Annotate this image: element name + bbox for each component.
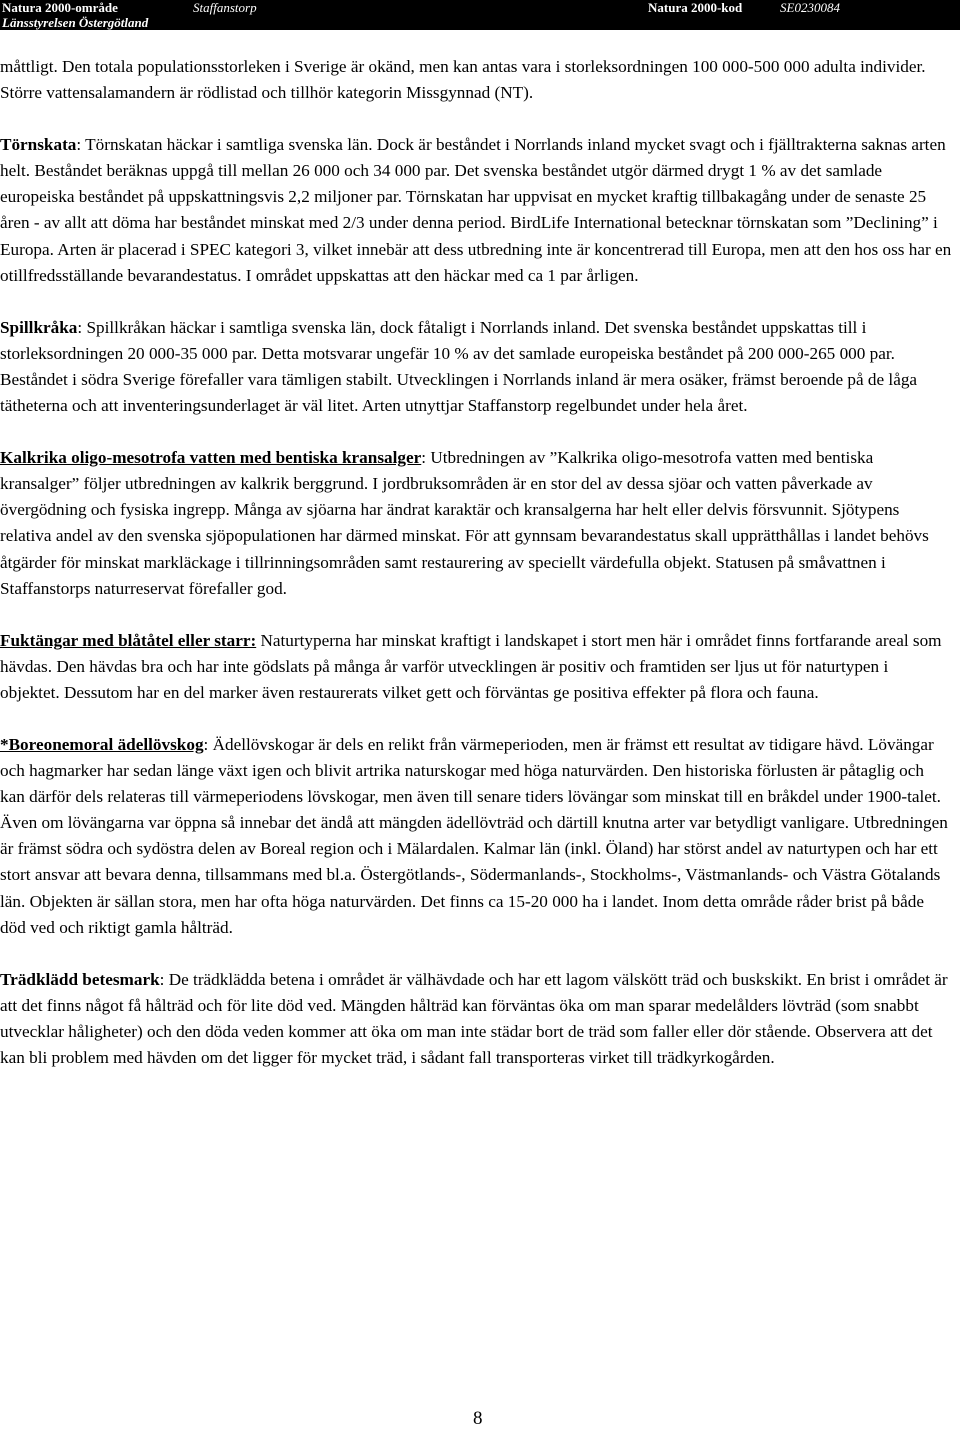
header-code-label: Natura 2000-kod [648, 0, 743, 15]
header-authority: Länsstyrelsen Östergötland [2, 15, 149, 30]
paragraph-fuktangar [0, 628, 960, 706]
paragraph-text: måttligt. Den totala populationsstorleken i Sverige är okänd, men kan antas vara i storleksordningen 100 000-500 000 adulta individer. Större vattensalamandern är rödlistad och tillhör kategorin Missgynnad (NT). [0, 57, 926, 103]
document-body [0, 54, 960, 1071]
paragraph-term: *Boreonemoral ädellövskog [0, 734, 204, 754]
paragraph-adellovskog [0, 732, 960, 941]
paragraph-tornskata [0, 132, 960, 289]
page-header [0, 0, 960, 30]
header-label: Natura 2000-område [2, 0, 118, 15]
paragraph-tradkladd-betesmark [0, 967, 960, 1071]
paragraph-term: Spillkråka [0, 317, 78, 337]
paragraph-term: Törnskata [0, 135, 77, 155]
paragraph-text: Naturtyperna har minskat kraftigt i landskapet i stort men här i området finns fortfarande areal som hävdas. Den hävdas bra och har inte gödslats på många år varför utvecklingen är positiv och framtiden ser ljus ut för naturtypen i objektet. Dessutom har en del marker även restaurerats vilket gett och förväntas ge positiva effekter på flora och fauna. [0, 630, 942, 702]
paragraph-continuation [0, 54, 960, 106]
header-code: SE0230084 [780, 0, 840, 15]
paragraph-spillkraka [0, 315, 960, 419]
page-number: 8 [473, 1408, 483, 1429]
paragraph-term: Fuktängar med blåtåtel eller starr: [0, 630, 257, 650]
header-area-name: Staffanstorp [193, 0, 257, 15]
paragraph-text: : Utbredningen av ”Kalkrika oligo-mesotrofa vatten med bentiska kransalger” följer utbredningen av kalkrik berggrund. I jordbruksområden är en stor del av dessa sjöar och vatten påverkade av övergödning och fysiska ingrepp. Många av sjöarna har ändrat karaktär och kransalgerna har helt eller delvis försvunnit. Sjötypens relativa andel av den svenska sjöpopulationen har därmed minskat. För att gynnsam bevarandestatus skall upprätthållas i landet behövs åtgärder för minskat markläckage i tillrinningsområden samt restaurering av speciellt värdefulla objekt. Statusen på småvattnen i Staffanstorps naturreservat förefaller god. [0, 448, 929, 598]
paragraph-term: Kalkrika oligo-mesotrofa vatten med bentiska kransalger [0, 448, 422, 468]
paragraph-kalkrika-vatten [0, 445, 960, 602]
paragraph-text: : Törnskatan häckar i samtliga svenska län. Dock är beståndet i Norrlands inland mycket svagt och i fjälltrakterna saknas arten helt. Beståndet beräknas uppgå till mellan 26 000 och 34 000 par. Det svenska beståndet utgör därmed drygt 1 % av det samlade europeiska beståndet på uppskattningsvis 2,2 miljoner par. Törnskatan har uppvisat en mycket kraftig tillbakagång under de senaste 25 åren - av allt att döma har beståndet minskat med 2/3 under denna period. BirdLife International betecknar törnskatan som ”Declining” i Europa. Arten är placerad i SPEC kategori 3, vilket innebär att dess utbredning inte är koncentrerad till Europa, men att den hos oss har en otillfredsställande bevarandestatus. I området uppskattas att den häckar med ca 1 par årligen. [0, 135, 952, 285]
paragraph-term: Trädklädd betesmark [0, 969, 160, 989]
paragraph-text: : Ädellövskogar är dels en relikt från värmeperioden, men är främst ett resultat av tidigare hävd. Lövängar och hagmarker har sedan länge växt igen och blivit artrika naturskogar med höga naturvärden. Den historiska förlusten är påtaglig och kan därför dels relateras till värmeperiodens lövskogar, men även till senare tiders lövängar som minskat till en bråkdel under 1900-talet. Även om lövängarna var öppna så innebar det ändå att mängden ädellövträd och därtill knutna arter var betydligt vanligare. Utbredningen är främst södra och sydöstra delen av Boreal region och i Mälardalen. Kalmar län (inkl. Öland) har störst andel av naturtypen och har ett stort ansvar att bevara denna, tillsammans med bl.a. Östergötlands-, Södermanlands-, Stockholms-, Västmanlands- och Västra Götalands län. Objekten är sällan stora, men har ofta höga naturvärden. Det finns ca 15-20 000 ha i landet. Inom detta område råder brist på både död ved och riktigt gamla hålträd. [0, 734, 948, 937]
paragraph-text: : De trädklädda betena i området är välhävdade och har ett lagom välskött träd och buskskikt. En brist i området är att det finns något få hålträd och för lite död ved. Mängden hålträd kan förväntas öka om man sparar medelålders lövträd (som snabbt utvecklar håligheter) och den döda veden kommer att öka om man inte städar bort de träd som faller eller dör stående. Observera att det kan bli problem med hävden om det ligger för mycket träd, i sådant fall transporteras virket till trädkyrkogården. [0, 969, 948, 1067]
paragraph-text: : Spillkråkan häckar i samtliga svenska län, dock fåtaligt i Norrlands inland. Det svenska beståndet uppskattas till i storleksordningen 20 000-35 000 par. Detta motsvarar ungefär 10 % av det samlade europeiska beståndet på 200 000-265 000 par. Beståndet i södra Sverige förefaller vara tämligen stabilt. Utvecklingen i Norrlands inland är mera osäker, främst beroende på de låga tätheterna och att inventeringsunderlaget är väl litet. Arten utnyttjar Staffanstorp regelbundet under hela året. [0, 317, 918, 416]
